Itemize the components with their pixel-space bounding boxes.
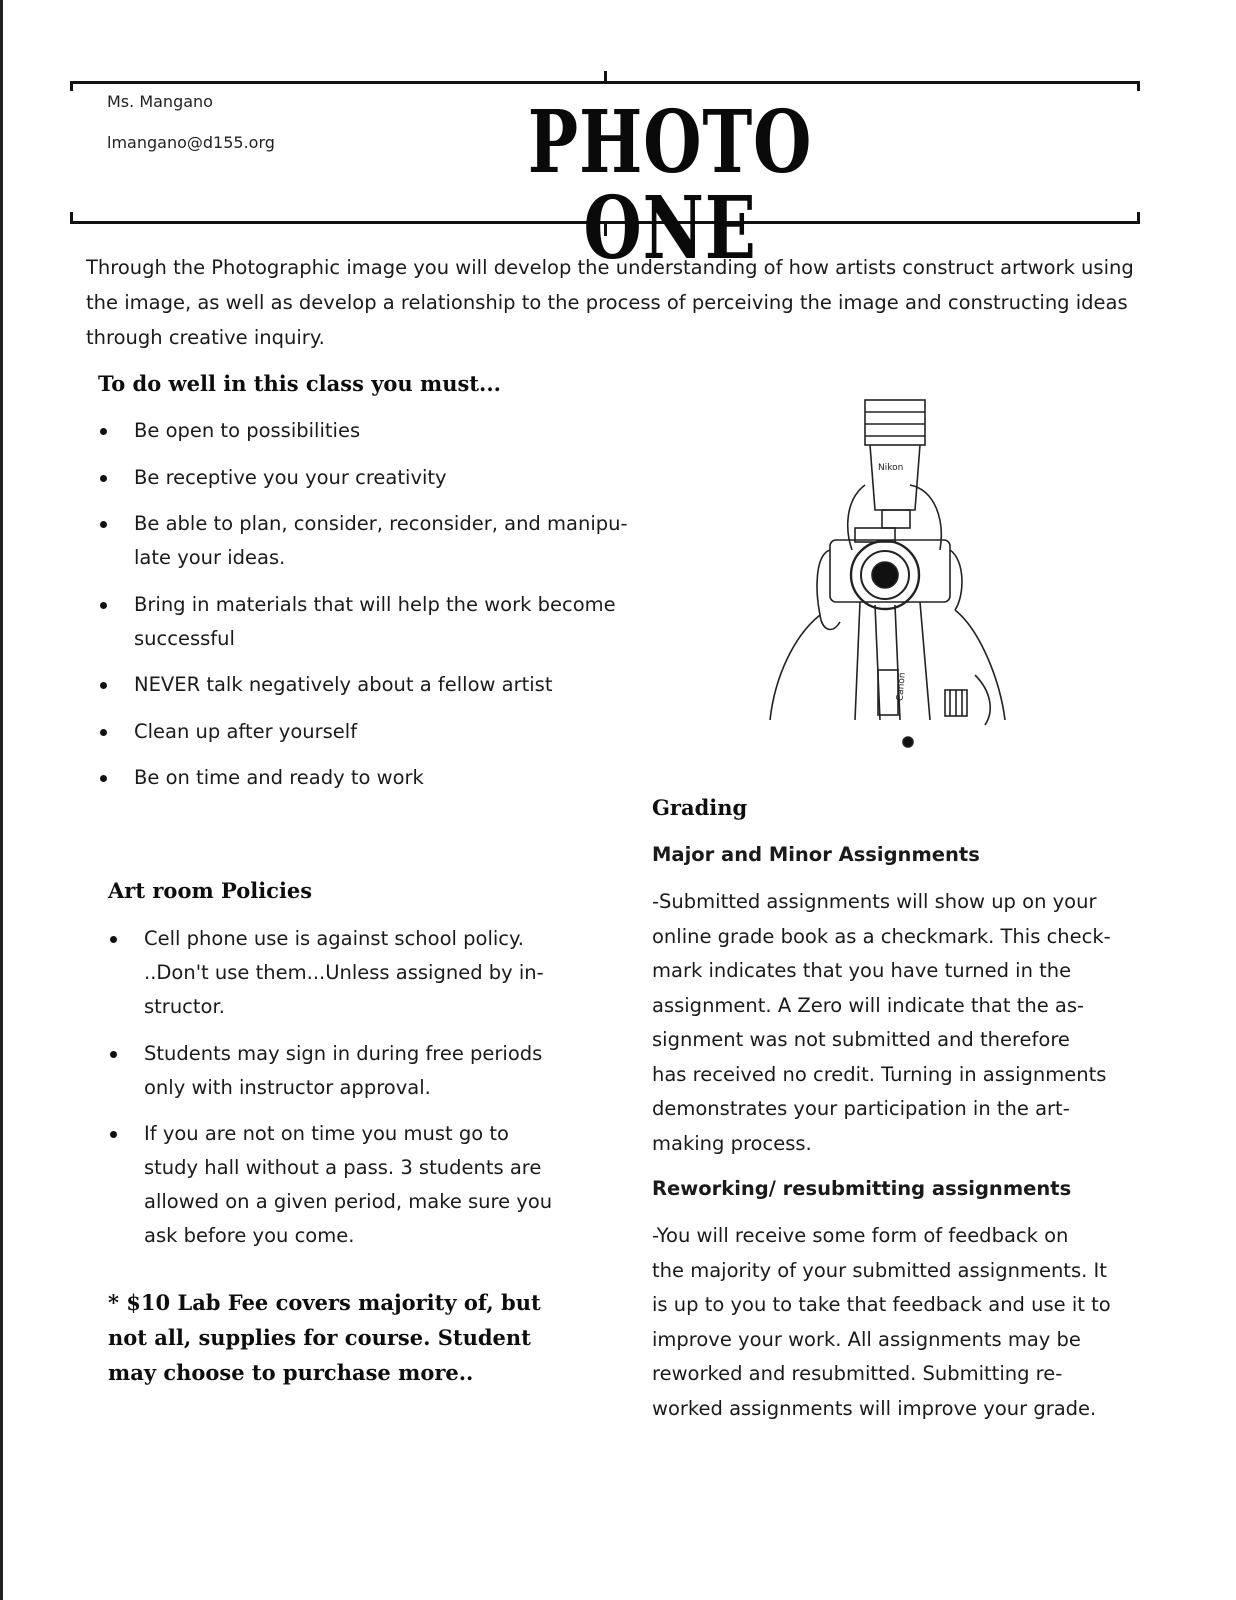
do-well-item-text: Be receptive you your creativity — [134, 465, 447, 489]
do-well-item — [98, 668, 638, 702]
bullet-dot-icon — [100, 521, 107, 528]
policies-item-text: If you are not on time you must go to study hall without a pass. 3 students are allowed on a given period, make sure you ask before you come. — [144, 1122, 553, 1247]
do-well-item — [98, 761, 638, 795]
do-well-item — [98, 461, 638, 495]
intro-paragraph: Through the Photographic image you will develop the understanding of how artists construct artwork using the image, as well as develop a relationship to the process of perceiving the image and constructing ideas through creative inquiry. — [86, 256, 1134, 349]
policies-heading: Art room Policies — [108, 878, 313, 903]
do-well-heading: To do well in this class you must... — [98, 371, 501, 396]
do-well-item-text: NEVER talk negatively about a fellow artist — [134, 673, 553, 696]
bullet-dot-icon — [100, 682, 107, 689]
photographer-with-camera-illustration — [760, 390, 1020, 760]
major-minor-text: -Submitted assignments will show up on your online grade book as a checkmark. This check- mark indicates that you have turned in the assignment. A Zero will indicate that the as- signment was not submitted and therefore has received no credit. Turning in assignments demonstrates your participation in the art- making process. — [652, 890, 1111, 1155]
major-minor-heading: Major and Minor Assignments — [652, 843, 980, 866]
do-well-item-text: Be open to possibilities — [134, 419, 361, 442]
grading-heading: Grading — [652, 795, 748, 820]
camera-brand-label: Canon — [895, 672, 908, 702]
bullet-dot-icon — [100, 729, 107, 736]
bullet-dot-icon — [110, 1131, 117, 1138]
do-well-item-text: Be able to plan, consider, reconsider, and manipu- late your ideas. — [134, 512, 628, 569]
do-well-item-text: Clean up after yourself — [134, 719, 358, 743]
rework-text: -You will receive some form of feedback on the majority of your submitted assignments. It is up to you to take that feedback and use it to improve your work. All assignments may be reworked and resubmitted. Submitting re- worked assignments will improve your grade. — [652, 1224, 1111, 1420]
do-well-item — [98, 715, 638, 749]
policies-item-text: Students may sign in during free periods only with instructor approval. — [144, 1041, 543, 1099]
policies-item — [108, 922, 588, 1024]
do-well-item — [98, 414, 638, 448]
lab-fee-note: * $10 Lab Fee covers majority of, but not all, supplies for course. Student may choose to purchase more.. — [108, 1290, 541, 1385]
do-well-list — [98, 414, 638, 808]
do-well-item — [98, 588, 638, 656]
flash-brand-label: Nikon — [878, 463, 904, 473]
policies-item-text: Cell phone use is against school policy. ..Don't use them...Unless assigned by in- structor. — [144, 927, 544, 1018]
policies-item — [108, 1037, 588, 1105]
teacher-name: Ms. Mangano — [107, 92, 213, 111]
bullet-dot-icon — [100, 602, 107, 609]
bullet-dot-icon — [110, 936, 117, 943]
page-border — [0, 0, 3, 1600]
policies-list — [108, 922, 588, 1266]
do-well-item-text: Bring in materials that will help the work become successful — [134, 592, 616, 650]
do-well-item-text: Be on time and ready to work — [134, 766, 424, 789]
teacher-email: lmangano@d155.org — [107, 133, 275, 152]
page-title: PHOTO ONE — [527, 92, 813, 279]
rework-heading: Reworking/ resubmitting assignments — [652, 1177, 1072, 1200]
do-well-item — [98, 507, 638, 575]
policies-item — [108, 1117, 588, 1253]
bullet-dot-icon — [100, 775, 107, 782]
bullet-dot-icon — [100, 475, 107, 482]
bullet-dot-icon — [110, 1051, 117, 1058]
bullet-dot-icon — [100, 428, 107, 435]
